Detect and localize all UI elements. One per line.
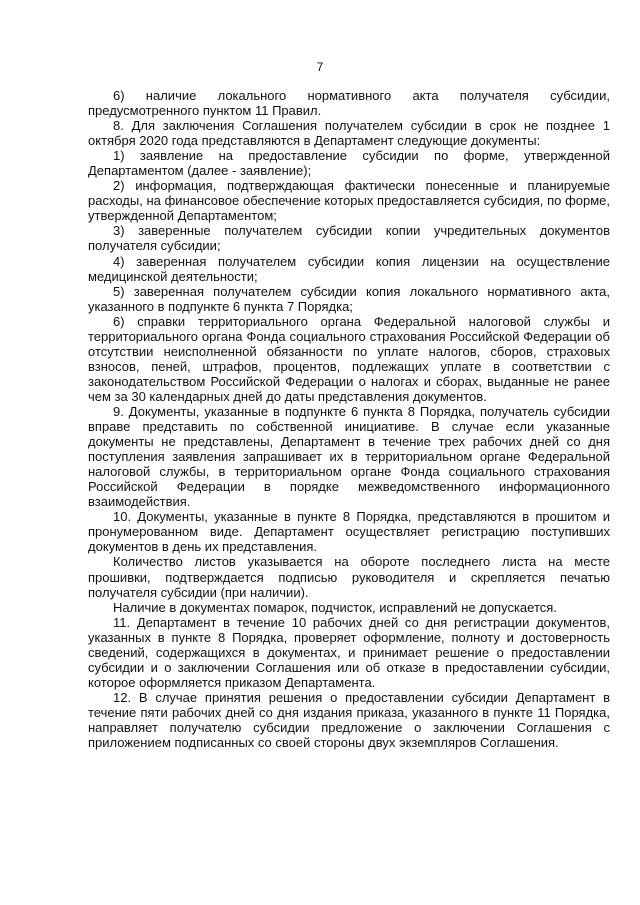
paragraph-8-6: 6) справки территориального органа Федеральной налоговой службы и территориального органа Фонда социального страхования Российской Федерации об отсутствии неисполненной обязанности по уплате налогов, сборов, страховых взносов, пеней, штрафов, процентов, подлежащих уплате в соответствии с законодательством Российской Федерации о налогах и сборах, выданные не ранее чем за 30 календарных дней до даты представления документов. (88, 313, 610, 404)
paragraph-10-sheets: Количество листов указывается на обороте последнего листа на месте прошивки, подтверждается подписью руководителя и скрепляется печатью получателя субсидии (при наличии). (88, 554, 610, 600)
page-number: 7 (316, 60, 324, 74)
paragraph-8: 8. Для заключения Соглашения получателем субсидии в срок не позднее 1 октября 2020 года представляются в Департамент следующие документы: (88, 118, 610, 149)
paragraph-10: 10. Документы, указанные в пункте 8 Порядка, представляются в прошитом и пронумерованном виде. Департамент осуществляет регистрацию поступивших документов в день их представления. (88, 509, 610, 555)
paragraph-7-6: 6) наличие локального нормативного акта получателя субсидии, предусмотренного пунктом 11 Правил. (88, 88, 610, 119)
paragraph-8-1: 1) заявление на предоставление субсидии по форме, утвержденной Департаментом (далее - заявление); (88, 148, 610, 179)
paragraph-11: 11. Департамент в течение 10 рабочих дней со дня регистрации документов, указанных в пункте 8 Порядка, проверяет оформление, полноту и достоверность сведений, содержащихся в документах, и принимает решение о предоставлении субсидии и о заключении Соглашения или об отказе в предоставлении субсидии, которое оформляется приказом Департамента. (88, 614, 610, 690)
paragraph-12: 12. В случае принятия решения о предоставлении субсидии Департамент в течение пяти рабочих дней со дня издания приказа, указанного в пункте 11 Порядка, направляет получателю субсидии предложение о заключении Соглашения с приложением подписанных со своей стороны двух экземпляров Соглашения. (88, 689, 610, 751)
document-body (88, 88, 610, 750)
paragraph-9: 9. Документы, указанные в подпункте 6 пункта 8 Порядка, получатель субсидии вправе представить по собственной инициативе. В случае если указанные документы не представлены, Департамент в течение трех рабочих дней со дня поступления заявления запрашивает их в территориальном органе Федеральной налоговой службы, в территориальном органе Фонда социального страхования Российской Федерации в порядке межведомственного информационного взаимодействия. (88, 403, 610, 510)
paragraph-8-3: 3) заверенные получателем субсидии копии учредительных документов получателя субсидии; (88, 223, 610, 254)
paragraph-8-2: 2) информация, подтверждающая фактически понесенные и планируемые расходы, на финансовое обеспечение которых предоставляется субсидия, по форме, утвержденной Департаментом; (88, 178, 610, 224)
paragraph-8-5: 5) заверенная получателем субсидии копия локального нормативного акта, указанного в подпункте 6 пункта 7 Порядка; (88, 283, 610, 314)
paragraph-8-4: 4) заверенная получателем субсидии копия лицензии на осуществление медицинской деятельности; (88, 253, 610, 284)
paragraph-10-corrections: Наличие в документах помарок, подчисток, исправлений не допускается. (113, 599, 557, 615)
